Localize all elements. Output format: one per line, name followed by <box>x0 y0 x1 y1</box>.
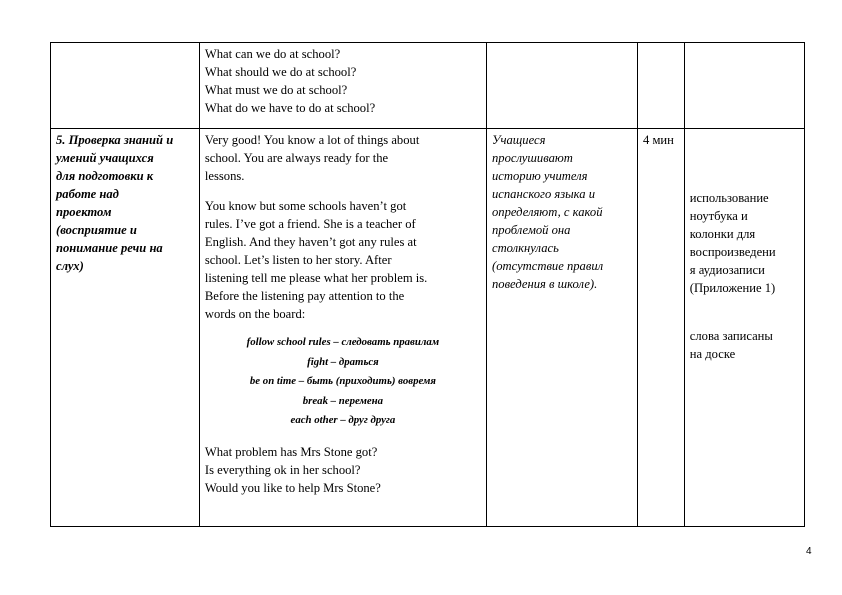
student-line: определяют, с какой <box>492 205 603 219</box>
notes-cell <box>684 43 804 129</box>
vocabulary-item: be on time – быть (приходить) вовремя <box>249 375 436 387</box>
time-value: 4 мин <box>643 133 674 147</box>
teacher-line: What can we do at school? <box>204 47 341 61</box>
student-line: прослушивают <box>492 151 573 165</box>
teacher-question: Would you like to help Mrs Stone? <box>204 480 381 495</box>
teacher-question: What problem has Mrs Stone got? <box>204 444 378 459</box>
teacher-line: Very good! You know a lot of things about <box>204 133 420 147</box>
notes-line: воспроизведени <box>689 245 776 259</box>
teacher-line: words on the board: <box>204 307 306 321</box>
teacher-line: You know but some schools haven’t got <box>204 199 407 213</box>
student-line: Учащиеся <box>492 133 546 147</box>
table-row <box>51 43 805 129</box>
stage-line: слух) <box>56 259 84 273</box>
teacher-line: listening tell me please what her problem is. <box>204 271 428 285</box>
stage-line: работе над <box>56 187 119 201</box>
teacher-line: school. You are always ready for the <box>204 151 389 165</box>
notes-block <box>690 297 799 363</box>
notes-line: слова записаны <box>689 329 773 343</box>
student-line: (отсутствие правил <box>492 259 604 273</box>
notes-line: на доске <box>689 347 736 361</box>
stage-line: проектом <box>56 205 112 219</box>
stage-line: понимание речи на <box>56 241 163 255</box>
paragraph-gap <box>205 431 481 443</box>
lesson-plan-table <box>50 42 805 527</box>
notes-block <box>690 131 799 297</box>
teacher-question: Is everything ok in her school? <box>204 462 361 477</box>
stage-cell <box>51 129 200 527</box>
teacher-line: What should we do at school? <box>204 65 357 79</box>
vocabulary-item: fight – драться <box>307 355 379 368</box>
student-line: проблемой она <box>492 223 571 237</box>
paragraph-gap <box>205 323 481 333</box>
notes-line: использование <box>689 191 769 205</box>
student-activity-cell <box>487 129 638 527</box>
stage-line: 5. Проверка знаний и <box>56 133 174 147</box>
student-line: историю учителя <box>492 169 588 183</box>
stage-line: умений учащихся <box>56 151 154 165</box>
teacher-line: English. And they haven’t got any rules at <box>204 235 417 249</box>
student-activity-cell <box>487 43 638 129</box>
notes-line: колонки для <box>689 227 756 241</box>
student-line: поведения в школе). <box>492 277 598 291</box>
page-number: 4 <box>806 546 812 557</box>
notes-line: я аудиозаписи <box>689 263 765 277</box>
teacher-activity-cell <box>199 129 486 527</box>
table-row <box>51 129 805 527</box>
teacher-line: What must we do at school? <box>204 83 348 97</box>
vocabulary-item: break – перемена <box>302 394 384 407</box>
vocabulary-item: each other – друг друга <box>290 414 396 426</box>
teacher-line: What do we have to do at school? <box>204 101 376 115</box>
student-line: испанского языка и <box>492 187 596 201</box>
notes-line: (Приложение 1) <box>689 281 776 295</box>
vocabulary-item: follow school rules – следовать правилам <box>246 336 440 348</box>
student-line: столкнулась <box>492 241 559 255</box>
stage-line: для подготовки к <box>56 169 154 183</box>
time-cell <box>638 43 685 129</box>
teacher-line: rules. I’ve got a friend. She is a teacher of <box>204 217 416 231</box>
teacher-line: Before the listening pay attention to the <box>204 289 405 303</box>
notes-line: ноутбука и <box>689 209 748 223</box>
teacher-line: school. Let’s listen to her story. After <box>204 253 392 267</box>
stage-line: (восприятие и <box>56 223 137 237</box>
notes-cell <box>684 129 804 527</box>
teacher-activity-cell <box>199 43 486 129</box>
time-cell <box>638 129 685 527</box>
paragraph-gap <box>205 185 481 197</box>
stage-cell <box>51 43 200 129</box>
teacher-line: lessons. <box>204 169 245 183</box>
